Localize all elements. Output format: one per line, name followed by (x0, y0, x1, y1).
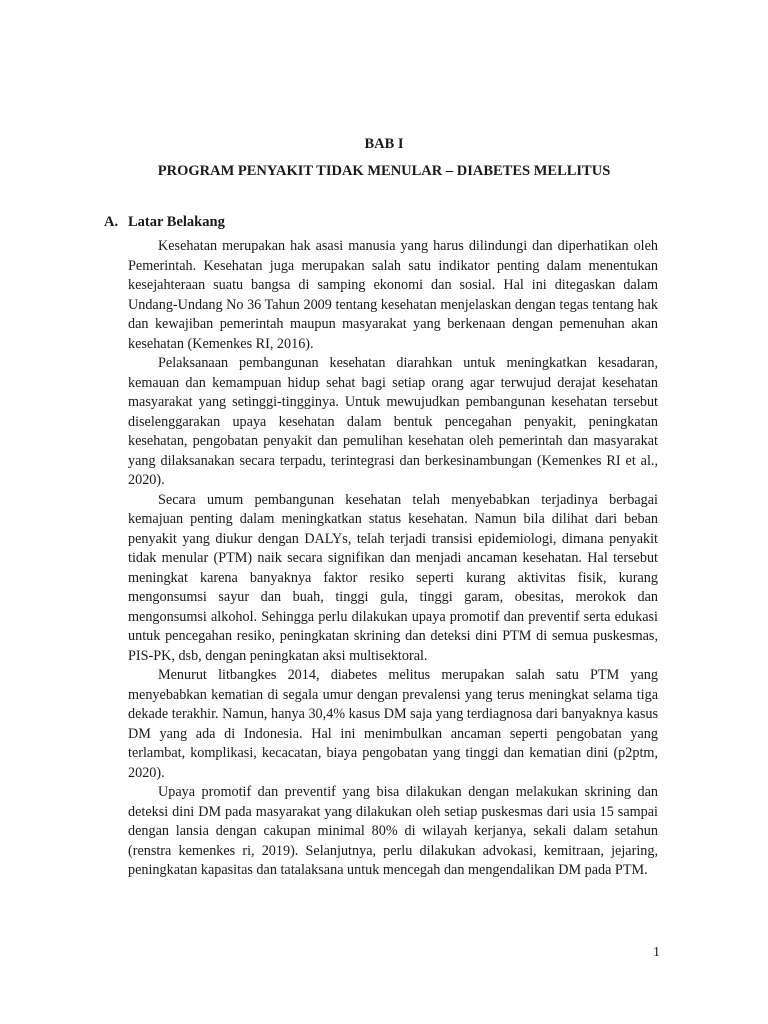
chapter-heading: BAB I (364, 136, 404, 152)
paragraph: Menurut litbangkes 2014, diabetes melitus merupakan salah satu PTM yang menyebabkan kematian di segala umur dengan prevalensi yang terus meningkat selama tiga dekade terakhir. Namun, hanya 30,4% kasus DM saja yang terdiagnosa dari banyaknya kasus DM yang ada di Indonesia. Hal ini menimbulkan ancaman seperti pengobatan yang terlambat, komplikasi, kecacatan, biaya pengobatan yang tinggi dan kematian dini (p2ptm, 2020). (128, 667, 658, 781)
body-text (128, 237, 658, 881)
section-title: Latar Belakang (128, 214, 225, 230)
section-marker: A. (104, 214, 119, 230)
paragraph: Kesehatan merupakan hak asasi manusia yang harus dilindungi dan diperhatikan oleh Pemerintah. Kesehatan juga merupakan salah satu indikator penting dalam menentukan kesejahteraan suatu bangsa di samping ekonomi dan sosial. Hal ini ditegaskan dalam Undang-Undang No 36 Tahun 2009 tentang kesehatan menjelaskan dengan tegas tentang hak dan kewajiban pemerintah maupun masyarakat yang berkenaan dengan pemenuhan akan kesehatan (Kemenkes RI, 2016). (128, 238, 658, 352)
paragraph: Pelaksanaan pembangunan kesehatan diarahkan untuk meningkatkan kesadaran, kemauan dan kemampuan hidup sehat bagi setiap orang agar terwujud derajat kesehatan masyarakat yang setinggi-tingginya. Untuk mewujudkan pembangunan kesehatan tersebut diselenggarakan upaya kesehatan dalam bentuk pencegahan penyakit, peningkatan kesehatan, pengobatan penyakit dan pemulihan kesehatan oleh pemerintah dan masyarakat yang dilaksanakan secara terpadu, terintegrasi dan berkesinambungan (Kemenkes RI et al., 2020). (128, 355, 658, 488)
page-number: 1 (653, 945, 660, 960)
section-heading (104, 212, 225, 232)
paragraph: Upaya promotif dan preventif yang bisa dilakukan dengan melakukan skrining dan deteksi dini DM pada masyarakat yang dilakukan oleh setiap puskesmas dari usia 15 sampai dengan lansia dengan cakupan minimal 80% di wilayah kerjanya, sekali dalam setahun (renstra kemenkes ri, 2019). Selanjutnya, perlu dilakukan advokasi, kemitraan, jejaring, peningkatan kapasitas dan tatalaksana untuk mencegah dan mengendalikan DM pada PTM. (128, 784, 658, 878)
paragraph: Secara umum pembangunan kesehatan telah menyebabkan terjadinya berbagai kemajuan penting dalam meningkatkan status kesehatan. Namun bila dilihat dari beban penyakit yang diukur dengan DALYs, telah terjadi transisi epidemiologi, dimana penyakit tidak menular (PTM) naik secara signifikan dan menjadi ancaman kesehatan. Hal tersebut meningkat karena banyaknya faktor resiko seperti kurang aktivitas fisik, kurang mengonsumsi sayur dan buah, tinggi gula, tinggi garam, obesitas, merokok dan mengonsumsi alkohol. Sehingga perlu dilakukan upaya promotif dan preventif serta edukasi untuk pencegahan resiko, peningkatan skrining dan deteksi dini PTM di semua puskesmas, PIS-PK, dsb, dengan peningkatan aksi multisektoral. (128, 491, 658, 664)
chapter-title: PROGRAM PENYAKIT TIDAK MENULAR – DIABETES MELLITUS (157, 163, 611, 179)
